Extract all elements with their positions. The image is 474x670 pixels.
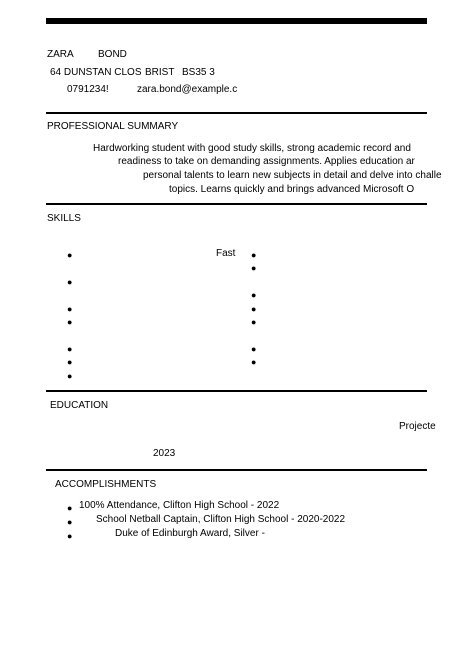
last-name: BOND [98, 49, 127, 60]
top-bar [46, 18, 427, 24]
divider [46, 469, 427, 471]
accomplishment-bullet: ● [67, 517, 73, 527]
accomplishment-bullet: ● [67, 531, 73, 541]
skill-bullet: ● [251, 317, 257, 327]
skill-bullet: ● [67, 357, 73, 367]
email: zara.bond@example.c [137, 84, 238, 95]
phone: 0791234! [67, 84, 109, 95]
section-heading-summary: PROFESSIONAL SUMMARY [47, 121, 179, 132]
divider [46, 203, 427, 205]
education-year: 2023 [153, 448, 176, 459]
skill-bullet: ● [251, 357, 257, 367]
postcode: BS35 3 [182, 67, 215, 78]
divider [46, 390, 427, 392]
accomplishment-bullet: ● [67, 503, 73, 513]
summary-line-2: readiness to take on demanding assignments. Applies education ar [118, 156, 415, 167]
skill-bullet: ● [67, 304, 73, 314]
skill-bullet: ● [67, 277, 73, 287]
education-projected: Projecte [399, 421, 436, 432]
skill-fast: Fast [216, 248, 236, 259]
skill-bullet: ● [67, 344, 73, 354]
skill-bullet: ● [67, 371, 73, 381]
section-heading-accomplishments: ACCOMPLISHMENTS [55, 479, 157, 490]
street-address: 64 DUNSTAN CLOS [50, 67, 142, 78]
summary-line-3: personal talents to learn new subjects in detail and delve into challe [143, 170, 442, 181]
summary-line-4: topics. Learns quickly and brings advanced Microsoft O [169, 184, 415, 195]
skill-bullet: ● [251, 344, 257, 354]
accomplishment-item: 100% Attendance, Clifton High School - 2022 [79, 500, 280, 511]
skill-bullet: ● [251, 263, 257, 273]
skill-bullet: ● [251, 290, 257, 300]
section-heading-education: EDUCATION [50, 400, 109, 411]
skill-bullet: ● [251, 304, 257, 314]
divider [46, 112, 427, 114]
summary-line-1: Hardworking student with good study skills, strong academic record and [93, 143, 411, 154]
first-name: ZARA [47, 49, 74, 60]
accomplishment-item: School Netball Captain, Clifton High School - 2020-2022 [96, 514, 346, 525]
city: BRIST [145, 67, 175, 78]
skill-bullet: ● [251, 250, 257, 260]
section-heading-skills: SKILLS [47, 213, 81, 224]
accomplishment-item: Duke of Edinburgh Award, Silver - [115, 528, 265, 539]
skill-bullet: ● [67, 250, 73, 260]
skill-bullet: ● [67, 317, 73, 327]
